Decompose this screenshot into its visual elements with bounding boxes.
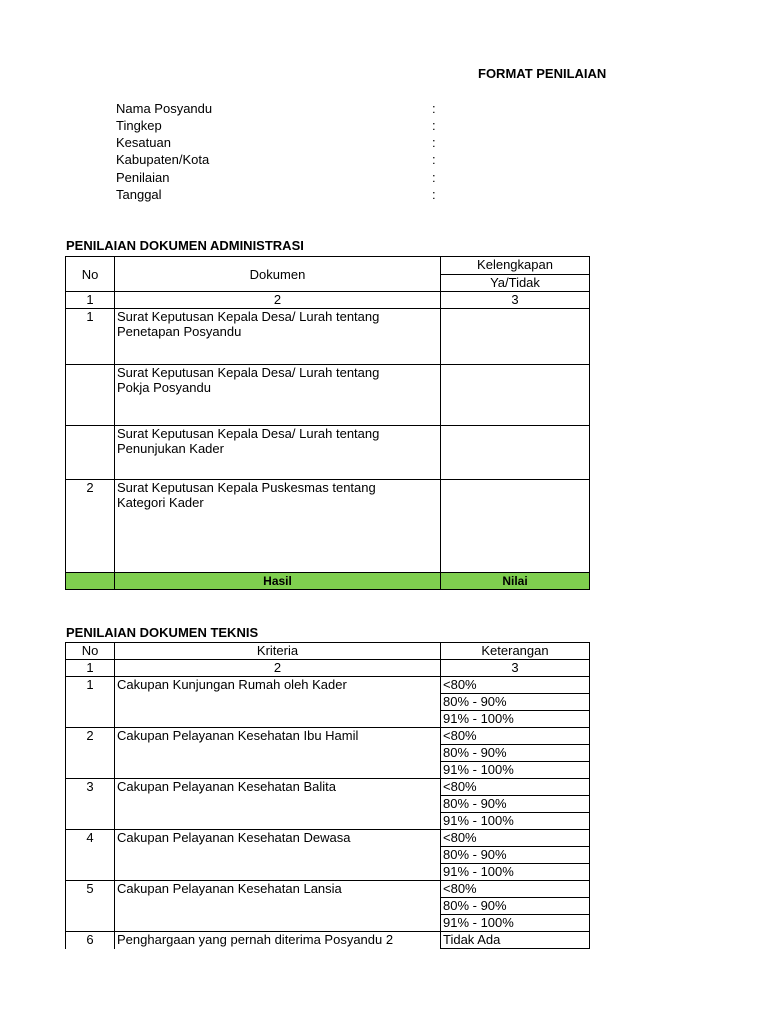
header-no: No — [66, 257, 115, 292]
header-dokumen: Dokumen — [115, 257, 441, 292]
admin-document-table — [65, 256, 590, 590]
table-row — [66, 365, 590, 426]
kelengkapan-cell[interactable] — [441, 365, 590, 426]
col-number: 1 — [66, 292, 115, 309]
row-kriteria: Cakupan Pelayanan Kesehatan Dewasa — [115, 830, 441, 881]
row-no: 2 — [66, 480, 115, 573]
option-cell[interactable]: 80% - 90% — [441, 796, 590, 813]
row-kriteria: Cakupan Pelayanan Kesehatan Lansia — [115, 881, 441, 932]
info-label-tanggal: Tanggal — [116, 187, 162, 202]
section-title-administrasi: PENILAIAN DOKUMEN ADMINISTRASI — [66, 238, 304, 253]
col-number: 3 — [441, 292, 590, 309]
info-colon: : — [432, 135, 436, 150]
option-cell[interactable]: 91% - 100% — [441, 762, 590, 779]
info-colon: : — [432, 187, 436, 202]
info-label-kesatuan: Kesatuan — [116, 135, 171, 150]
row-no: 3 — [66, 779, 115, 830]
option-cell[interactable]: 91% - 100% — [441, 711, 590, 728]
col-number: 2 — [115, 292, 441, 309]
row-no — [66, 365, 115, 426]
col-number: 3 — [441, 660, 590, 677]
row-no: 6 — [66, 932, 115, 949]
header-kriteria: Kriteria — [115, 643, 441, 660]
row-dokumen: Surat Keputusan Kepala Puskesmas tentang Kategori Kader — [115, 480, 441, 573]
kelengkapan-cell[interactable] — [441, 309, 590, 365]
row-no: 2 — [66, 728, 115, 779]
hasil-row — [66, 573, 590, 590]
table-row — [66, 728, 590, 745]
page-cutoff — [0, 954, 768, 1024]
row-kriteria: Cakupan Pelayanan Kesehatan Balita — [115, 779, 441, 830]
row-dokumen: Surat Keputusan Kepala Desa/ Lurah tentang Penunjukan Kader — [115, 426, 441, 480]
option-cell[interactable]: <80% — [441, 830, 590, 847]
table-row — [66, 779, 590, 796]
row-no: 5 — [66, 881, 115, 932]
info-colon: : — [432, 118, 436, 133]
table-row — [66, 932, 590, 949]
option-cell[interactable]: Tidak Ada — [441, 932, 590, 949]
teknis-document-table — [65, 642, 590, 949]
table-row — [66, 881, 590, 898]
section-title-teknis: PENILAIAN DOKUMEN TEKNIS — [66, 625, 259, 640]
kelengkapan-cell[interactable] — [441, 426, 590, 480]
option-cell[interactable]: <80% — [441, 881, 590, 898]
row-kriteria: Cakupan Pelayanan Kesehatan Ibu Hamil — [115, 728, 441, 779]
nilai-label: Nilai — [441, 573, 590, 590]
document-title: FORMAT PENILAIAN — [478, 66, 607, 81]
hasil-empty-cell — [66, 573, 115, 590]
row-kriteria: Penghargaan yang pernah diterima Posyandu 2 — [115, 932, 441, 949]
row-no: 1 — [66, 677, 115, 728]
option-cell[interactable]: <80% — [441, 728, 590, 745]
col-number: 2 — [115, 660, 441, 677]
option-cell[interactable]: 80% - 90% — [441, 694, 590, 711]
info-label-nama-posyandu: Nama Posyandu — [116, 101, 213, 116]
option-cell[interactable]: <80% — [441, 677, 590, 694]
info-label-penilaian: Penilaian — [116, 170, 170, 185]
table-row — [66, 480, 590, 573]
option-cell[interactable]: 91% - 100% — [441, 915, 590, 932]
info-colon: : — [432, 152, 436, 167]
row-no: 1 — [66, 309, 115, 365]
header-kelengkapan: Kelengkapan — [441, 257, 590, 275]
row-dokumen: Surat Keputusan Kepala Desa/ Lurah tentang Penetapan Posyandu — [115, 309, 441, 365]
col-number: 1 — [66, 660, 115, 677]
info-label-tingkep: Tingkep — [116, 118, 162, 133]
kelengkapan-cell[interactable] — [441, 480, 590, 573]
table-row — [66, 677, 590, 694]
row-dokumen: Surat Keputusan Kepala Desa/ Lurah tentang Pokja Posyandu — [115, 365, 441, 426]
table-row — [66, 830, 590, 847]
info-colon: : — [432, 170, 436, 185]
option-cell[interactable]: <80% — [441, 779, 590, 796]
row-kriteria: Cakupan Kunjungan Rumah oleh Kader — [115, 677, 441, 728]
header-no: No — [66, 643, 115, 660]
header-keterangan: Keterangan — [441, 643, 590, 660]
info-label-kabupaten-kota: Kabupaten/Kota — [116, 152, 210, 167]
option-cell[interactable]: 80% - 90% — [441, 847, 590, 864]
option-cell[interactable]: 80% - 90% — [441, 898, 590, 915]
table-row — [66, 426, 590, 480]
option-cell[interactable]: 80% - 90% — [441, 745, 590, 762]
row-no: 4 — [66, 830, 115, 881]
option-cell[interactable]: 91% - 100% — [441, 813, 590, 830]
row-no — [66, 426, 115, 480]
option-cell[interactable]: 91% - 100% — [441, 864, 590, 881]
hasil-label: Hasil — [115, 573, 441, 590]
info-colon: : — [432, 101, 436, 116]
table-row — [66, 309, 590, 365]
header-ya-tidak: Ya/Tidak — [441, 275, 590, 292]
